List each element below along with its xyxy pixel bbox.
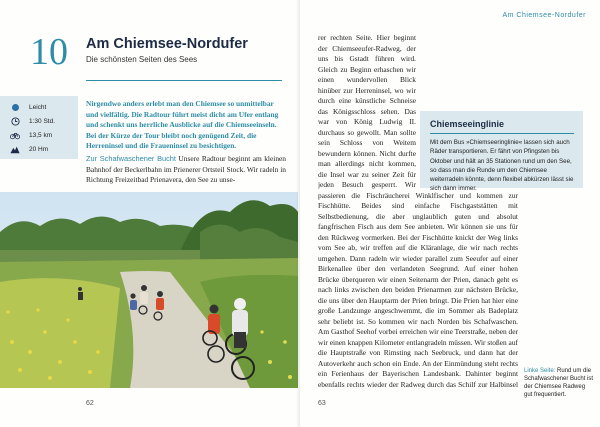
chapter-subtitle: Die schönsten Seiten des Sees <box>86 55 198 64</box>
fact-label: 13,5 km <box>29 131 53 139</box>
fact-elevation <box>10 142 78 156</box>
cyclists-photo <box>0 192 298 388</box>
running-head: Am Chiemsee-Nordufer <box>502 12 586 19</box>
fact-label: Leicht <box>29 103 47 111</box>
right-body-text <box>318 33 518 388</box>
difficulty-dot-icon <box>10 102 20 112</box>
bicycle-icon <box>10 130 20 140</box>
caption-text: Rund um die Schafwaschener Bucht ist der Chiemsee Radweg gut frequentiert. <box>524 368 594 398</box>
section-lead-in: Zur Schafwaschener Bucht <box>86 154 176 163</box>
left-body-text <box>86 154 286 186</box>
info-box-rule <box>430 133 574 134</box>
left-body-paragraph: Unsere Radtour beginnt am kleinen Bahnhof der Beckerlbahn im Prienerer Ortsteil Stock. Wir radeln in Richtung Freizeitbad Prienavera, den See zu unse- <box>86 154 286 184</box>
title-rule <box>86 80 282 81</box>
info-box-title: Chiemseeinglinie <box>430 119 505 129</box>
fact-duration <box>10 114 78 128</box>
info-box-text: Mit dem Bus »Chiemseeringlinie« lassen sich auch Räder transportieren. Er fährt von Pfingsten bis Oktober und hält an 35 Stationen rund um den See, so dass man die Runde um den Chiemsee weiterradeln könnte, denn flexibel abkürzen lässt sie sich dann immer. <box>430 139 574 193</box>
page-number-left: 62 <box>86 400 94 407</box>
tour-facts-box <box>0 96 78 159</box>
elevation-icon <box>10 144 20 154</box>
page-number-right: 63 <box>318 400 326 407</box>
chapter-title: Am Chiemsee-Nordufer <box>86 36 248 52</box>
fact-distance <box>10 128 78 142</box>
fact-difficulty <box>10 100 78 114</box>
caption-lead: Linke Seite: <box>524 368 556 374</box>
clock-icon <box>10 116 20 126</box>
chapter-title-block <box>86 35 248 64</box>
intro-text: Nirgendwo anders erlebt man den Chiemsee so unmittelbar und vielfältig. Die Radtour führt meist dicht am Ufer entlang und schenkt uns herrliche Ausblicke auf die Chiemseeinseln. Bei der Kürze der Tour bleibt noch genügend Zeit, die Herreninsel und die Fraueninsel zu besichtigen. <box>86 99 279 150</box>
photo-caption <box>524 367 594 399</box>
fact-label: 1:30 Std. <box>29 117 56 125</box>
chapter-number: 10 <box>30 31 68 73</box>
info-box <box>420 111 583 193</box>
right-body-paragraph: rer rechten Seite. Hier beginnt der Chiemseeufer-Radweg, der uns bis Gstadt führen wird. Gleich zu Beginn erhaschen wir einen wundervollen Blick hinüber zur Herreninsel, wo wir durch eine künstliche Schneise das Königsschloss sehen. Das war von König Ludwig II. durchaus so gewollt. Man sollte sein Schloss von Weitem bewundern können. Nicht durfte man allerdings nicht kommen, die Insel war zu seiner Zeit für jeden Besuch gesperrt. Wir passieren die Fischräucherei Winklfischer und kommen zur Fischhütte. Beides sind einfache Fischgaststätten mit Selbstbedienung, die aber unglaublich guten und absolut fangfrischen Fisch aus dem See anbieten. Wir können sie uns für den Rückweg vormerken. Bei der Fischhütte knickt der Weg links vom See ab, wir treffen auf die Kläranlage, die wir nach rechts umgehen. Dann radeln wir wieder parallel zum Seeufer auf einer Birkenallee über den verlandeten Seegrund. Auf einer hohen Brücke überqueren wir einen Seitenarm der Prien, danach geht es nach links zwischen den beiden Prienarmen zur nächsten Brücke, die uns über den Hauptarm der Prien bringt. Die Prien hat hier eine große Landzunge angeschwemmt, die im Sommer als Badeplatz sehr beliebt ist. So kommen wir nach Norden bis Schafwaschen. Am Gasthof Seehof vorbei erreichen wir eine Teerstraße, neben der wir einen knappen Kilometer entlangradeln müssen. Wir stoßen auf die Hauptstraße von Rimsting nach Seebruck, und dann hat der Autoverkehr auch schon ein Ende. An der Einmündung steht rechts ein Ferienhaus der Bayerischen Landesbank. Dahinter beginnt ebenfalls rechts wieder der Radweg durch das Schilf zur Halbinsel <box>318 33 518 388</box>
fact-label: 20 Hm <box>29 145 49 153</box>
